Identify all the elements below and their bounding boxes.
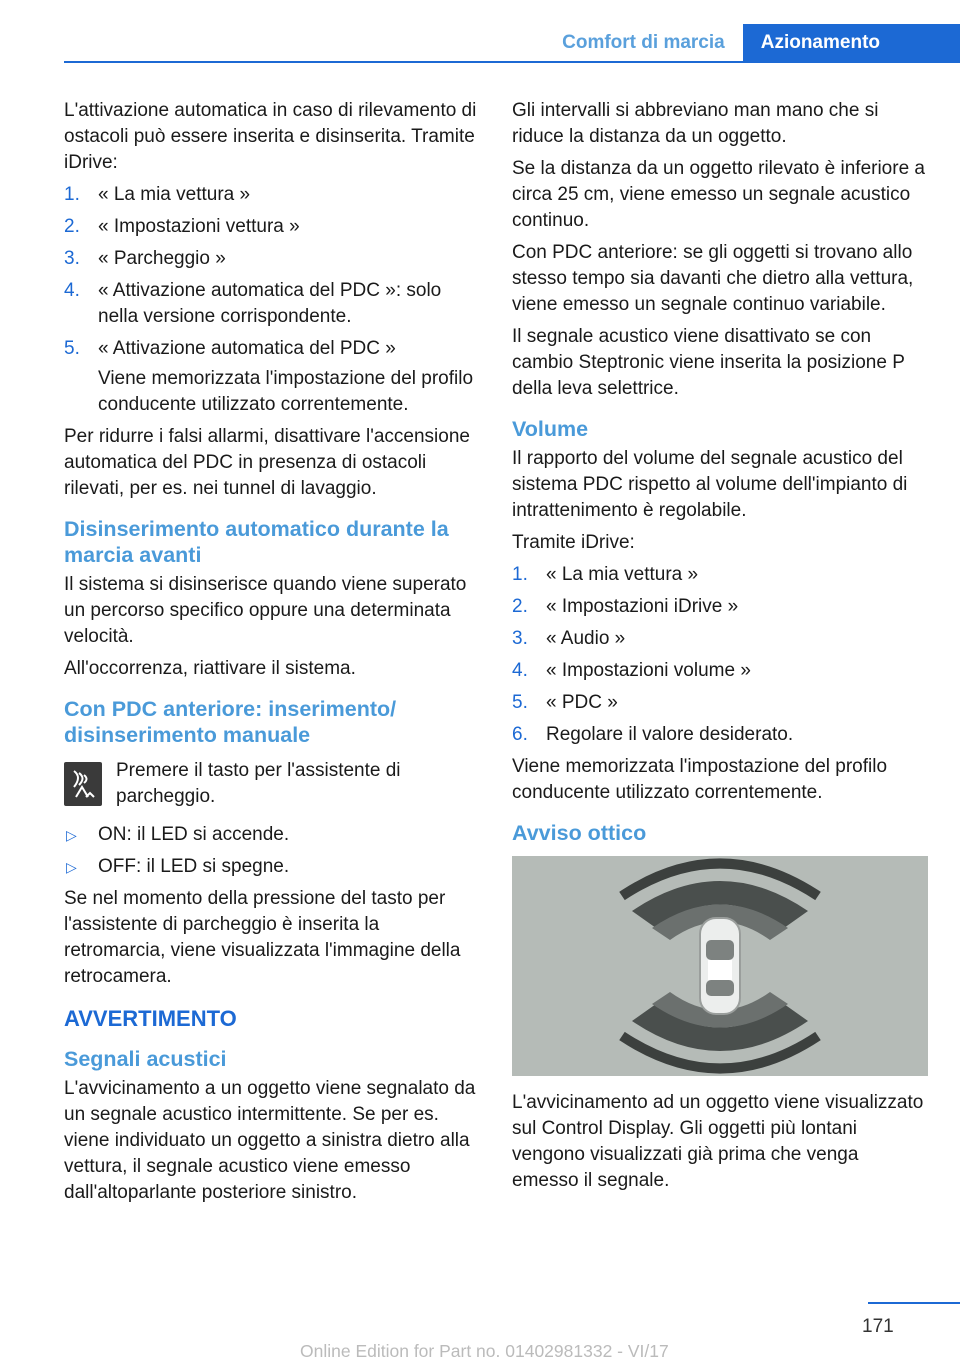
list-item: 6. Regolare il valore desiderato. <box>512 724 794 745</box>
continuous-signal-paragraph: Se la distanza da un oggetto rilevato è inferiore a circa 25 cm, viene emesso un segnale acustico continuo. <box>512 158 925 231</box>
pdc-button-row <box>64 758 482 810</box>
heading-auto-off: Disinserimento automatico durante la marcia avanti <box>64 517 449 567</box>
intro-paragraph: L'attivazione automatica in caso di rilevamento di ostacoli può essere inserita e disinserita. Tramite iDrive: <box>64 100 477 173</box>
triangle-bullet-icon: ▷ <box>66 859 77 875</box>
header-tabs <box>544 24 960 62</box>
reactivate-paragraph: All'occorrenza, riattivare il sistema. <box>64 658 356 679</box>
list-item: 4. « Attivazione automatica del PDC »: solo nella versione corrispondente. <box>64 280 442 327</box>
pdc-button-text: Premere il tasto per l'assistente di parcheggio. <box>116 760 401 807</box>
footer-rule <box>868 1302 960 1304</box>
heading-manual: Con PDC anteriore: inserimento/ disinserimento manuale <box>64 697 397 747</box>
idrive-steps-volume <box>512 562 928 748</box>
list-item: 4. « Impostazioni volume » <box>512 660 751 681</box>
acoustic-paragraph: L'avvicinamento a un oggetto viene segnalato da un segnale acustico intermittente. Se per es. viene individuato un oggetto a sinistra dietro alla vettura, il segnale acustico viene emesso dall'altoparlante posteriore sinistro. <box>64 1078 476 1203</box>
memorized-paragraph: Viene memorizzata l'impostazione del profilo conducente utilizzato correntemente. <box>512 756 888 803</box>
list-item: 5. « PDC » <box>512 692 618 713</box>
header-rule <box>64 61 960 63</box>
list-item: 3. « Audio » <box>512 628 626 649</box>
list-item: 5. « Attivazione automatica del PDC » Viene memorizzata l'impostazione del profilo conducente utilizzato correntemente. <box>64 336 482 418</box>
active-tab[interactable]: Azionamento <box>743 24 960 62</box>
heading-volume: Volume <box>512 417 589 441</box>
list-item-note: Viene memorizzata l'impostazione del profilo conducente utilizzato correntemente. <box>98 368 474 415</box>
section-tab[interactable]: Comfort di marcia <box>562 32 725 53</box>
right-column <box>512 98 928 1200</box>
list-item: ▷ OFF: il LED si spegne. <box>64 854 482 880</box>
front-pdc-paragraph: Con PDC anteriore: se gli oggetti si trovano allo stesso tempo sia davanti che dietro alla vettura, viene emesso un segnale continuo variabile. <box>512 242 914 315</box>
steptronic-paragraph: Il segnale acustico viene disattivato se con cambio Steptronic viene inserita la posizione P della leva selettrice. <box>512 326 905 399</box>
idrive-steps-auto <box>64 182 482 418</box>
idrive-label: Tramite iDrive: <box>512 532 635 553</box>
edition-footer: Online Edition for Part no. 01402981332 - VI/17 <box>300 1341 669 1361</box>
list-item: 1. « La mia vettura » <box>512 564 699 585</box>
park-assist-button-icon <box>64 762 102 806</box>
page-number: 171 <box>862 1316 894 1337</box>
triangle-bullet-icon: ▷ <box>66 827 77 843</box>
list-item: 2. « Impostazioni vettura » <box>64 216 300 237</box>
auto-off-paragraph: Il sistema si disinserisce quando viene superato un percorso specifico oppure una determinata velocità. <box>64 574 467 647</box>
interval-paragraph: Gli intervalli si abbreviano man mano che si riduce la distanza da un oggetto. <box>512 100 879 147</box>
list-item: 1. « La mia vettura » <box>64 184 251 205</box>
list-item: 3. « Parcheggio » <box>64 248 226 269</box>
list-item: 2. « Impostazioni iDrive » <box>512 596 739 617</box>
car-sensor-illustration <box>512 856 928 1076</box>
heading-acoustic: Segnali acustici <box>64 1047 227 1071</box>
left-column <box>64 98 482 1212</box>
warning-heading: AVVERTIMENTO <box>64 1006 237 1031</box>
visual-paragraph: L'avvicinamento ad un oggetto viene visualizzato sul Control Display. Gli oggetti più lontani vengono visualizzati già prima che venga emesso il segnale. <box>512 1092 924 1191</box>
false-alarm-paragraph: Per ridurre i falsi allarmi, disattivare l'accensione automatica del PDC in presenza di ostacoli rilevati, per es. nei tunnel di lavaggio. <box>64 426 470 499</box>
led-state-list <box>64 822 482 880</box>
rear-camera-paragraph: Se nel momento della pressione del tasto per l'assistente di parcheggio è inserita la retromarcia, viene visualizzata l'immagine della retrocamera. <box>64 888 461 987</box>
heading-visual: Avviso ottico <box>512 821 647 845</box>
volume-paragraph: Il rapporto del volume del segnale acustico del sistema PDC rispetto al volume dell'impianto di intrattenimento è regolabile. <box>512 448 908 521</box>
list-item: ▷ ON: il LED si accende. <box>64 822 482 848</box>
pdc-display-figure <box>512 856 928 1076</box>
